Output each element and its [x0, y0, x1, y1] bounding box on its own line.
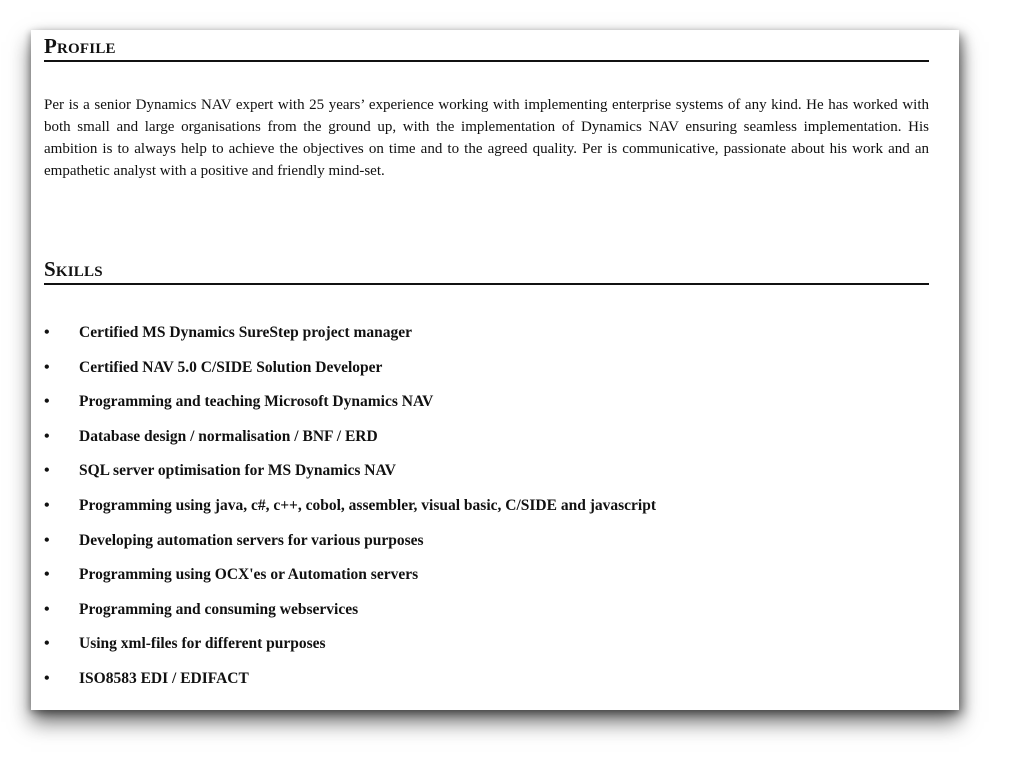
- skill-label: Programming and consuming webservices: [79, 600, 359, 618]
- skill-label: Certified NAV 5.0 C/SIDE Solution Developer: [79, 358, 383, 376]
- bullet-icon: •: [44, 566, 50, 584]
- skill-label: SQL server optimisation for MS Dynamics NAV: [79, 462, 396, 480]
- skill-item-8: [44, 565, 929, 600]
- bullet-icon: •: [44, 496, 50, 514]
- skill-item-9: [44, 600, 929, 635]
- skill-item-7: [44, 531, 929, 566]
- bullet-icon: •: [44, 600, 50, 618]
- bullet-icon: •: [44, 324, 50, 341]
- bullet-icon: •: [44, 635, 50, 653]
- skill-item-2: [44, 358, 929, 393]
- document-page: [31, 30, 959, 710]
- bullet-icon: •: [44, 393, 50, 411]
- skill-label: Programming using java, c#, c++, cobol, assembler, visual basic, C/SIDE and javascript: [79, 496, 656, 514]
- skill-item-11: [44, 669, 929, 704]
- skill-label: Certified MS Dynamics SureStep project manager: [79, 324, 413, 341]
- bullet-icon: •: [44, 531, 50, 549]
- skill-label: Programming using OCX'es or Automation servers: [79, 566, 419, 584]
- bullet-icon: •: [44, 669, 50, 687]
- skill-label: ISO8583 EDI / EDIFACT: [79, 669, 249, 687]
- skill-label: Programming and teaching Microsoft Dynamics NAV: [79, 393, 434, 411]
- skill-item-5: [44, 461, 929, 496]
- bullet-icon: •: [44, 358, 50, 376]
- skill-item-6: [44, 496, 929, 531]
- profile-heading: Profile: [44, 34, 929, 62]
- profile-paragraph: Per is a senior Dynamics NAV expert with 25 years’ experience working with implementing enterprise systems of any kind. He has worked with both small and large organisations from the ground up, with the implementation of Dynamics NAV ensuring seamless implementation. His ambition is to always help to achieve the objectives on time and to the agreed quality. Per is communicative, passionate about his work and an empathetic analyst with a positive and friendly mind-set.: [44, 97, 929, 179]
- skill-item-1: [44, 323, 929, 358]
- skill-item-10: [44, 634, 929, 669]
- skill-label: Using xml-files for different purposes: [79, 635, 326, 653]
- skills-heading: Skills: [44, 257, 929, 285]
- skill-label: Developing automation servers for various purposes: [79, 531, 424, 549]
- skill-label: Database design / normalisation / BNF / ERD: [79, 427, 378, 445]
- bullet-icon: •: [44, 427, 50, 445]
- skills-list: [44, 323, 929, 704]
- skill-item-3: [44, 392, 929, 427]
- bullet-icon: •: [44, 462, 50, 480]
- skill-item-4: [44, 427, 929, 462]
